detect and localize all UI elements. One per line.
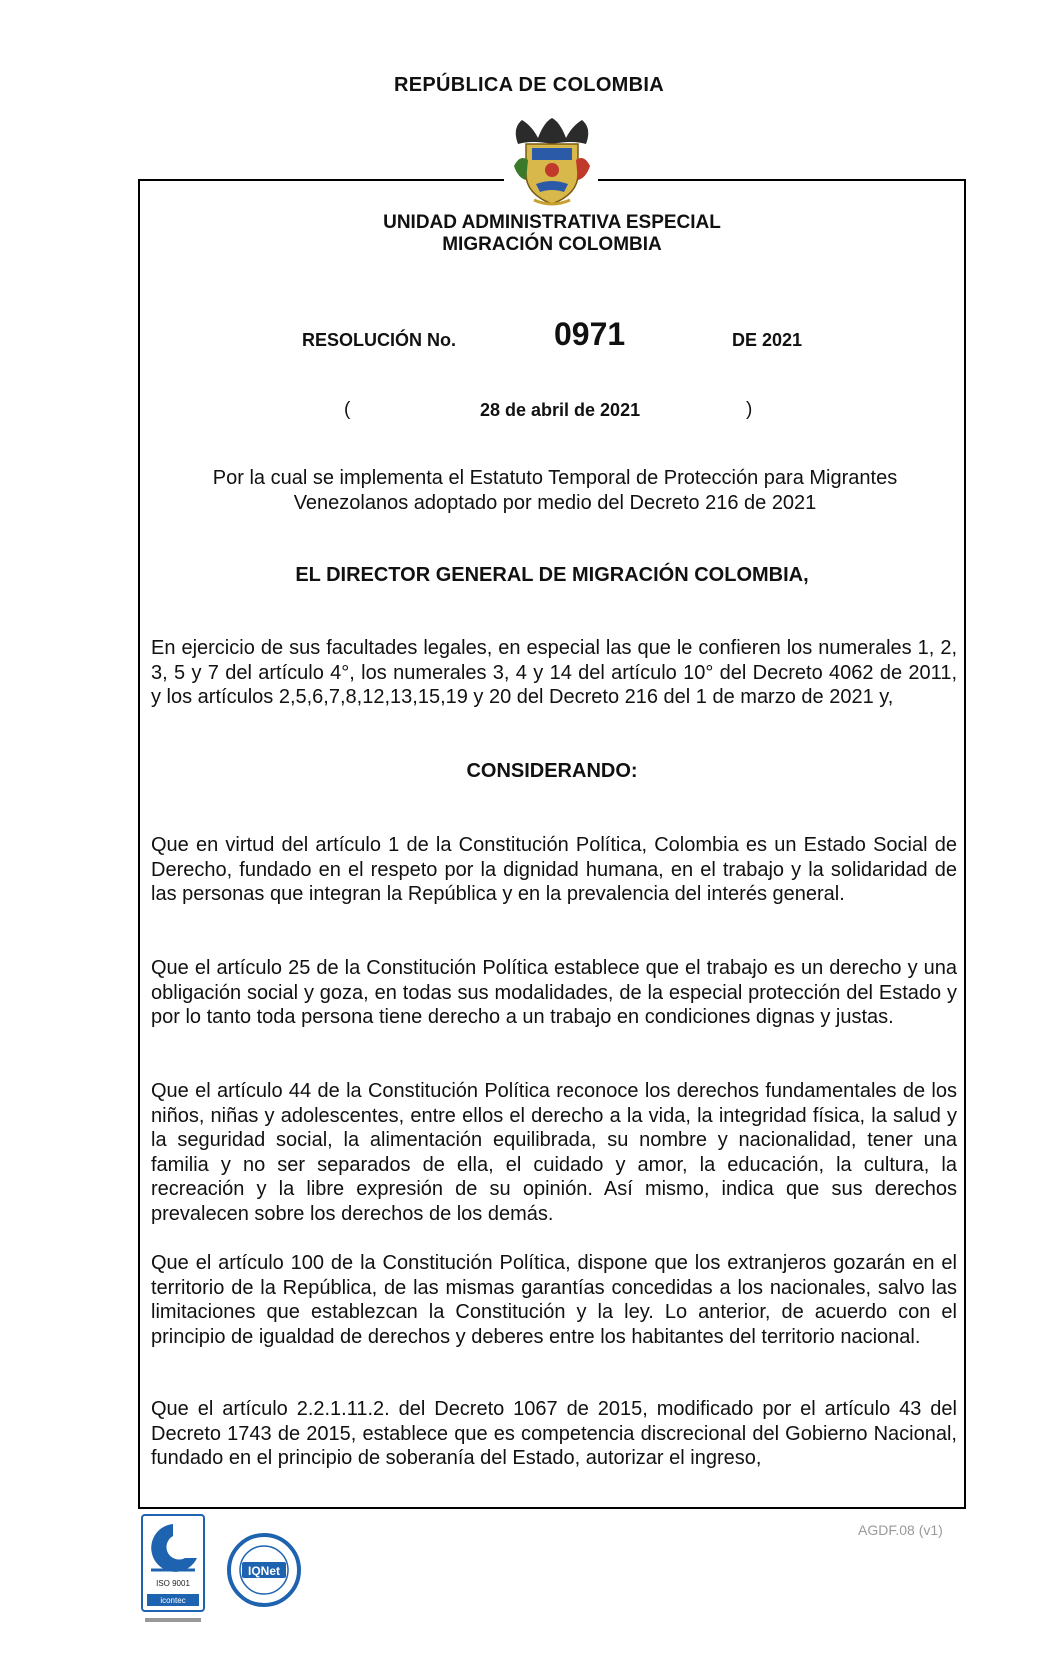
considering-paragraph-5: Que el artículo 2.2.1.11.2. del Decreto 1067 de 2015, modificado por el artículo 43 del Decreto 1743 de 2015, establece que es competencia discrecional del Gobierno Nacional, fundado en el principio de soberanía del Estado, autorizar el ingreso, bbox=[151, 1398, 957, 1469]
considering-paragraph-1: Que en virtud del artículo 1 de la Constitución Política, Colombia es un Estado Social de Derecho, fundado en el respeto por la dignidad humana, en el trabajo y la solidaridad de las personas que integran la República y en la prevalencia del interés general. bbox=[151, 834, 957, 905]
resolution-subject bbox=[175, 466, 935, 516]
iqnet-certification-logo bbox=[226, 1532, 302, 1608]
iqnet-text: IQNet bbox=[247, 1564, 281, 1578]
preamble-paragraph: En ejercicio de sus facultades legales, en especial las que le confieren los numerales 1, 2, 3, 5 y 7 del artículo 4°, los numerales 3, 4 y 14 del artículo 10° del Decreto 4062 de 2011, y los artículos 2,5,6,7,8,12,13,15,19 y 20 del Decreto 216 del 1 de marzo de 2021 y, bbox=[151, 637, 957, 708]
form-code: AGDF.08 (v1) bbox=[858, 1522, 943, 1538]
iso-9001-text: ISO 9001 bbox=[156, 1579, 190, 1588]
considering-paragraph-3: Que el artículo 44 de la Constitución Política reconoce los derechos fundamentales de los niños, niñas y adolescentes, entre ellos el derecho a la vida, la integridad física, la salud y la seguridad social, la alimentación equilibrada, su nombre y nacionalidad, tener una familia y no ser separados de ella, el cuidado y amor, la educación, la cultura, la recreación y la libre expresión de su opinión. Así mismo, indica que sus derechos prevalecen sobre los derechos de los demás. bbox=[151, 1080, 957, 1225]
agency-line-2: MIGRACIÓN COLOMBIA bbox=[442, 234, 662, 255]
icontec-text: icontec bbox=[160, 1596, 186, 1605]
resolution-label: RESOLUCIÓN No. bbox=[302, 330, 457, 350]
country-title: REPÚBLICA DE COLOMBIA bbox=[393, 74, 664, 96]
subject-line-1: Por la cual se implementa el Estatuto Temporal de Protección para Migrantes bbox=[212, 467, 898, 489]
date-paren-open: ( bbox=[344, 399, 351, 420]
resolution-year: DE 2021 bbox=[732, 330, 803, 350]
considerando-heading: CONSIDERANDO: bbox=[466, 760, 638, 782]
date-paren-close: ) bbox=[746, 399, 753, 420]
considering-paragraph-2: Que el artículo 25 de la Constitución Política establece que el trabajo es un derecho y una obligación social y goza, en todas sus modalidades, de la especial protección del Estado y por lo tanto toda persona tiene derecho a un trabajo en condiciones dignas y justas. bbox=[151, 957, 957, 1028]
director-heading: EL DIRECTOR GENERAL DE MIGRACIÓN COLOMBIA, bbox=[295, 564, 809, 586]
resolution-number: 0971 bbox=[554, 316, 626, 352]
considering-paragraph-4: Que el artículo 100 de la Constitución Política, dispone que los extranjeros gozarán en el territorio de la República, de las mismas garantías concedidas a los nacionales, salvo las limitaciones que establezcan la Constitución y la ley. Lo anterior, de acuerdo con el principio de igualdad de derechos y deberes entre los habitantes del territorio nacional. bbox=[151, 1252, 957, 1348]
subject-line-2: Venezolanos adoptado por medio del Decreto 216 de 2021 bbox=[293, 492, 817, 514]
iso-certification-logo bbox=[141, 1514, 205, 1630]
agency-line-1: UNIDAD ADMINISTRATIVA ESPECIAL bbox=[383, 212, 721, 233]
resolution-date: 28 de abril de 2021 bbox=[480, 400, 641, 420]
